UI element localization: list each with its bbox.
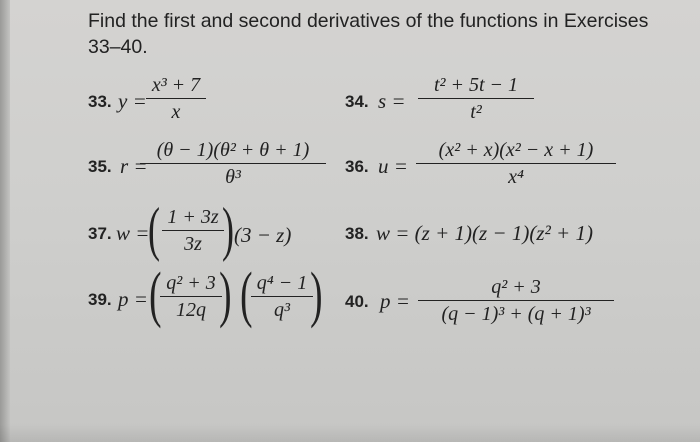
exercise-36-lhs: u = [378,154,408,178]
fraction-bar [140,163,326,164]
exercise-37-denominator: 3z [184,233,202,255]
page-shadow [0,424,700,442]
exercise-40-number: 40. [345,292,369,311]
exercise-33-numerator: x³ + 7 [151,74,201,96]
exercise-38-number: 38. [345,224,369,243]
exercise-40-denominator: (q − 1)³ + (q + 1)³ [441,303,591,325]
fraction-bar [418,300,614,301]
exercise-37-fraction [162,206,224,255]
exercise-39-number: 39. [88,290,112,309]
exercise-40-numerator: q² + 3 [491,276,541,298]
exercise-34-fraction [418,74,534,123]
fraction-bar [160,296,222,297]
fraction-bar [251,296,313,297]
exercise-40-lhs: p = [380,289,410,313]
exercise-37-tail: (3 − z) [234,223,292,247]
left-paren: ( [149,261,162,329]
exercise-39-denominator-2: q³ [274,299,290,321]
exercise-33-fraction [146,74,206,123]
exercise-33-lhs: y = [118,89,147,113]
exercise-34-numerator: t² + 5t − 1 [433,74,519,96]
exercise-39-first-fraction [160,272,222,321]
exercise-33-denominator: x [171,101,181,123]
exercise-37-numerator: 1 + 3z [167,206,219,228]
fraction-bar [418,98,534,99]
fraction-bar [146,98,206,99]
exercise-39-denominator-1: 12q [176,299,206,321]
exercise-40-fraction [418,276,614,325]
exercise-39-numerator-1: q² + 3 [166,272,216,294]
instructions-line-2: 33–40. [88,36,148,58]
right-paren: ) [219,261,232,329]
exercise-37-number: 37. [88,224,112,243]
exercise-39-numerator-2: q⁴ − 1 [256,272,308,294]
instructions-line-1: Find the first and second derivatives of the functions in Exercises [88,10,649,32]
exercise-36-number: 36. [345,157,369,176]
exercise-35-lhs: r = [120,154,148,178]
exercise-36-numerator: (x² + x)(x² − x + 1) [438,139,594,161]
exercise-36-denominator: x⁴ [508,166,524,188]
exercise-37-lhs: w = [116,221,150,245]
exercise-34-number: 34. [345,92,369,111]
exercise-39-lhs: p = [118,287,148,311]
exercise-36-fraction [416,139,616,188]
right-paren: ) [221,196,234,262]
exercise-34-lhs: s = [378,89,406,113]
exercise-35-fraction [140,139,326,188]
fraction-bar [416,163,616,164]
right-paren: ) [310,261,323,329]
exercise-35-denominator: θ³ [225,166,241,188]
exercise-33-number: 33. [88,92,112,111]
exercise-39-second-fraction [251,272,313,321]
page-binding-edge [0,0,10,442]
left-paren: ( [147,196,160,262]
exercise-38-expression: w = (z + 1)(z − 1)(z² + 1) [376,221,593,245]
fraction-bar [162,230,224,231]
exercise-35-numerator: (θ − 1)(θ² + θ + 1) [156,139,310,161]
exercise-34-denominator: t² [470,101,482,123]
left-paren: ( [240,261,253,329]
exercise-35-number: 35. [88,157,112,176]
exercise-instructions [88,8,668,60]
